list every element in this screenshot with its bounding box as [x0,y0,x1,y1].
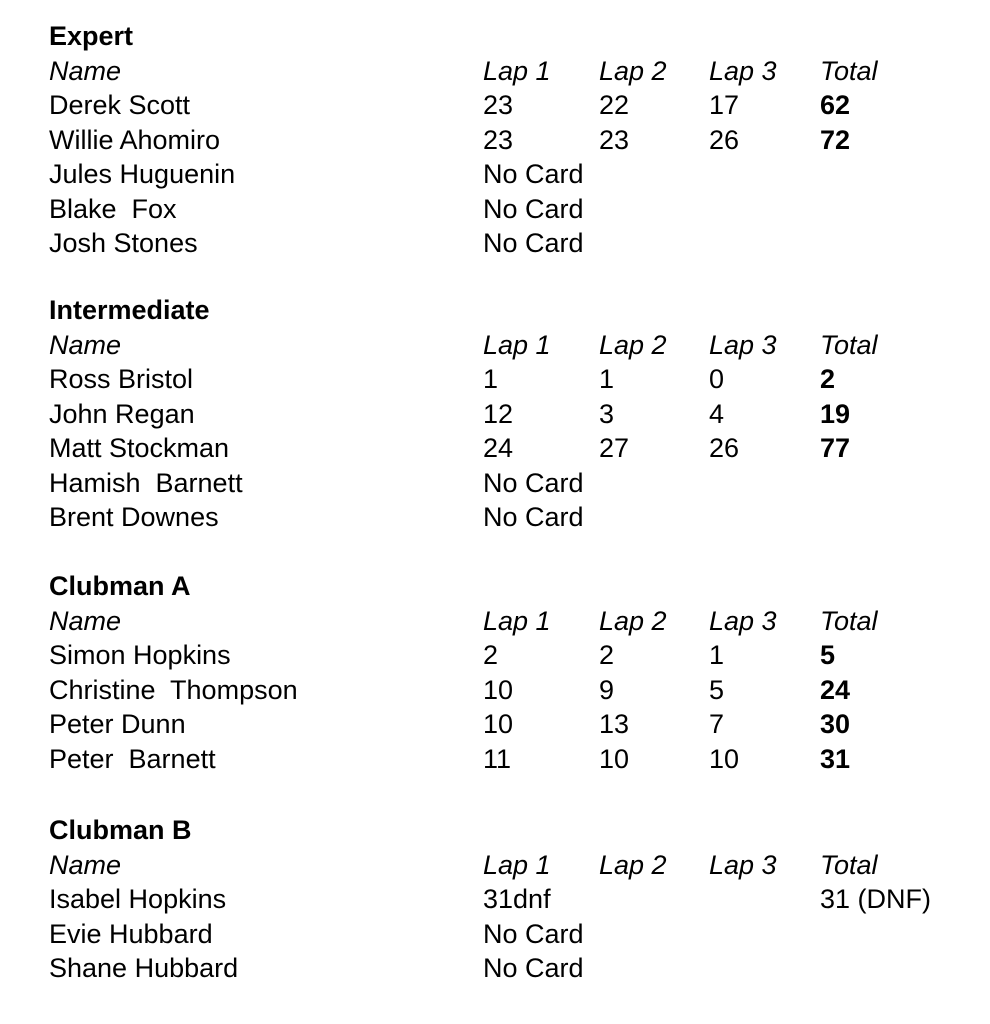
total-score: 19 [820,398,851,429]
rider-name: Evie Hubbard [49,918,213,949]
column-header-lap2: Lap 2 [599,55,667,86]
no-card-note: No Card [483,193,584,224]
result-row [0,123,990,158]
column-header-name: Name [49,849,122,880]
column-header-lap1: Lap 1 [483,55,551,86]
lap2-score: 13 [599,709,630,739]
section-title: Clubman B [49,815,192,845]
section-heading [0,569,990,604]
total-score: 77 [820,433,851,463]
rider-name: Derek Scott [49,90,191,120]
column-header-name: Name [49,605,122,636]
no-card-note: No Card [483,467,584,498]
total-score: 31 (DNF) [820,884,932,914]
total-score: 30 [820,709,851,739]
lap3-score: 1 [709,640,725,670]
rider-name: Simon Hopkins [49,640,231,670]
lap2-score: 27 [599,433,630,463]
rider-name: Isabel Hopkins [49,884,227,914]
total-score: 72 [820,124,851,155]
section-heading [0,19,990,54]
column-header-row [0,848,990,883]
total-score: 24 [820,674,851,705]
result-row [0,951,990,986]
result-row [0,431,990,466]
column-header-total: Total [820,605,878,636]
column-header-row [0,54,990,89]
column-header-total: Total [820,329,878,360]
section-title: Intermediate [49,295,210,325]
lap1-score: 24 [483,433,514,463]
no-card-note: No Card [483,502,584,532]
lap1-score: 12 [483,398,514,429]
section-title: Clubman A [49,571,191,601]
column-header-lap2: Lap 2 [599,605,667,636]
rider-name: Hamish Barnett [49,467,243,498]
no-card-note: No Card [483,953,584,983]
lap1-score: 10 [483,674,514,705]
rider-name: Willie Ahomiro [49,124,221,155]
no-card-note: No Card [483,159,584,189]
rider-name: Shane Hubbard [49,953,239,983]
lap2-score: 9 [599,674,615,705]
lap3-score: 17 [709,90,740,120]
lap1-score: 23 [483,124,514,155]
no-card-note: No Card [483,918,584,949]
lap3-score: 4 [709,398,725,429]
lap3-score: 5 [709,674,725,705]
rider-name: Blake Fox [49,193,177,224]
column-header-lap1: Lap 1 [483,849,551,880]
lap1-score: 1 [483,364,499,394]
lap2-score: 3 [599,398,615,429]
total-score: 2 [820,364,836,394]
result-row [0,638,990,673]
rider-name: John Regan [49,398,195,429]
column-header-lap3: Lap 3 [709,849,777,880]
lap1-score: 10 [483,709,514,739]
result-row [0,707,990,742]
lap3-score: 0 [709,364,725,394]
result-row [0,192,990,227]
lap3-score: 26 [709,433,740,463]
lap1-score: 2 [483,640,499,670]
lap1-score: 11 [483,743,512,774]
result-row [0,742,990,777]
column-header-lap1: Lap 1 [483,605,551,636]
column-header-lap1: Lap 1 [483,329,551,360]
rider-name: Josh Stones [49,228,198,258]
lap2-score: 22 [599,90,630,120]
column-header-lap3: Lap 3 [709,329,777,360]
column-header-name: Name [49,55,122,86]
lap2-score: 23 [599,124,630,155]
rider-name: Matt Stockman [49,433,230,463]
lap3-score: 26 [709,124,740,155]
result-row [0,397,990,432]
result-row [0,362,990,397]
section-heading [0,293,990,328]
lap3-score: 10 [709,743,740,774]
lap2-score: 1 [599,364,615,394]
column-header-total: Total [820,55,878,86]
section-expert [0,19,990,261]
column-header-row [0,328,990,363]
result-row [0,917,990,952]
result-row [0,882,990,917]
rider-name: Ross Bristol [49,364,194,394]
column-header-name: Name [49,329,122,360]
lap2-score: 10 [599,743,630,774]
result-row [0,226,990,261]
column-header-row [0,604,990,639]
section-clubman-b [0,813,990,986]
result-row [0,157,990,192]
column-header-lap2: Lap 2 [599,849,667,880]
no-card-note: No Card [483,228,584,258]
result-row [0,500,990,535]
total-score: 31 [820,743,851,774]
total-score: 5 [820,640,836,670]
section-clubman-a [0,569,990,776]
lap1-score: 31dnf [483,884,551,914]
rider-name: Jules Huguenin [49,159,236,189]
column-header-lap3: Lap 3 [709,55,777,86]
lap2-score: 2 [599,640,615,670]
lap3-score: 7 [709,709,725,739]
total-score: 62 [820,90,851,120]
rider-name: Christine Thompson [49,674,298,705]
section-title: Expert [49,21,134,51]
result-row [0,673,990,708]
column-header-total: Total [820,849,878,880]
lap1-score: 23 [483,90,514,120]
rider-name: Brent Downes [49,502,219,532]
column-header-lap3: Lap 3 [709,605,777,636]
section-intermediate [0,293,990,535]
result-row [0,88,990,123]
rider-name: Peter Dunn [49,709,186,739]
result-row [0,466,990,501]
rider-name: Peter Barnett [49,743,216,774]
column-header-lap2: Lap 2 [599,329,667,360]
section-heading [0,813,990,848]
